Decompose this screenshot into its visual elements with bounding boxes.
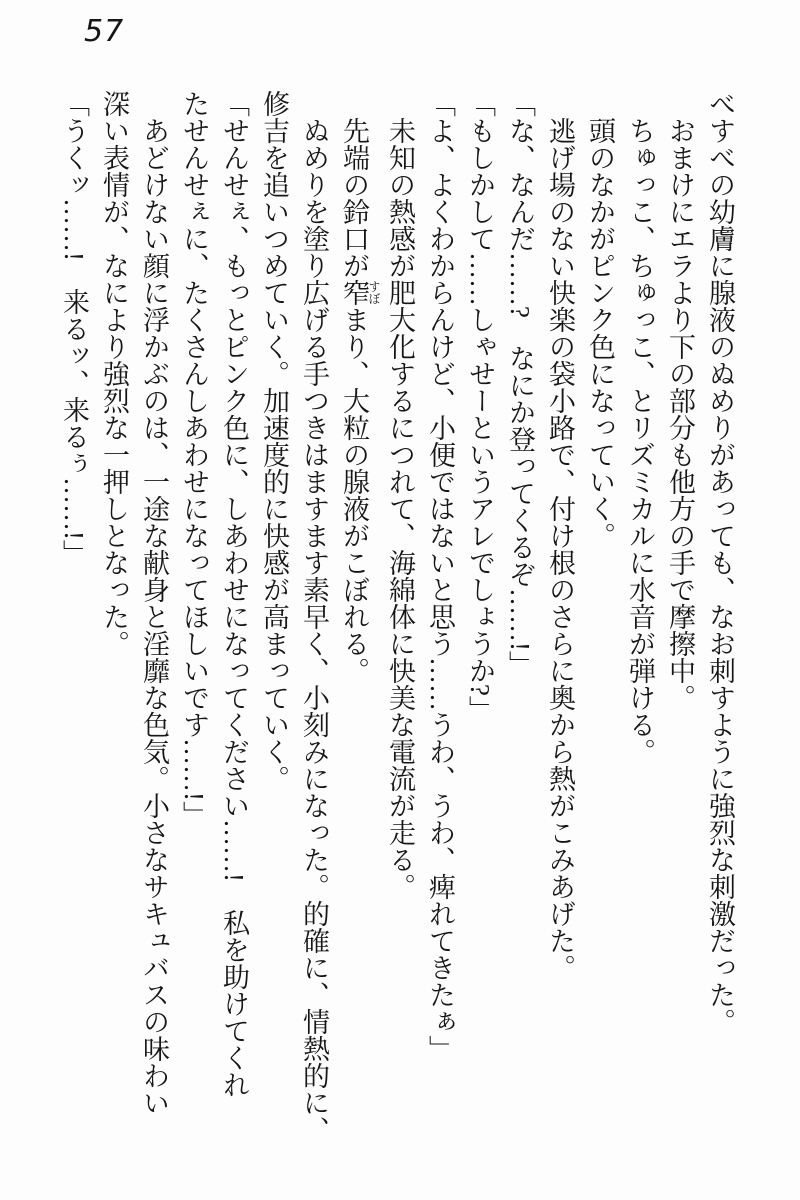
text-line: 「な、なんだ……? なにか登ってくるぞ……!」 (505, 90, 535, 678)
text-line: 修吉を追いつめていく。加速度的に快感が高まっていく。 (259, 90, 289, 792)
text-line: 「よ、よくわからんけど、小便ではないと思う……うわ、うわ、痺れてきたぁ」 (425, 90, 455, 1062)
text-line: おまけにエラより下の部分も他方の手で摩擦中。 (665, 117, 695, 711)
text-line: 頭のなかがピンク色になっていく。 (585, 117, 615, 549)
text-line: あどけない顔に浮かぶのは、一途な献身と淫靡な色気。小さなサキュバスの味わい (139, 117, 169, 1116)
furigana: すぼ (367, 279, 381, 306)
text-line: 先端の鈴口が窄すぼまり、大粒の腺液がこぼれる。 (339, 117, 381, 684)
text-line: べすべの幼膚に腺液のぬめりがあっても、なお刺すように強烈な刺激だった。 (705, 90, 735, 1035)
text-line: 「うくッ……! 来るッ、来るぅ……!」 (59, 90, 89, 567)
text-line: たせんせぇに、たくさんしあわせになってほしいです……!」 (179, 90, 209, 828)
text-line: ぬめりを塗り広げる手つきはますます素早く、小刻みになった。的確に、情熱的に、 (299, 117, 329, 1143)
text-line: 未知の熱感が肥大化するにつれて、海綿体に快美な電流が走る。 (385, 117, 415, 900)
text-line: 深い表情が、なにより強烈な一押しとなった。 (99, 90, 129, 657)
text-block (54, 90, 740, 1165)
ruby-annotated-kanji: 窄すぼ (339, 279, 381, 306)
text-line: 「せんせぇ、もっとピンク色に、しあわせになってください……! 私を助けてくれ (219, 90, 249, 1098)
page-number: 57 (84, 14, 125, 49)
text-line: 「もしかして……しゃせーというアレでしょうか?」 (465, 90, 495, 723)
text-line: ちゅっこ、ちゅっこ、とリズミカルに水音が弾ける。 (625, 117, 655, 765)
text-line: 逃げ場のない快楽の袋小路で、付け根のさらに奥から熱がこみあげた。 (545, 117, 575, 981)
